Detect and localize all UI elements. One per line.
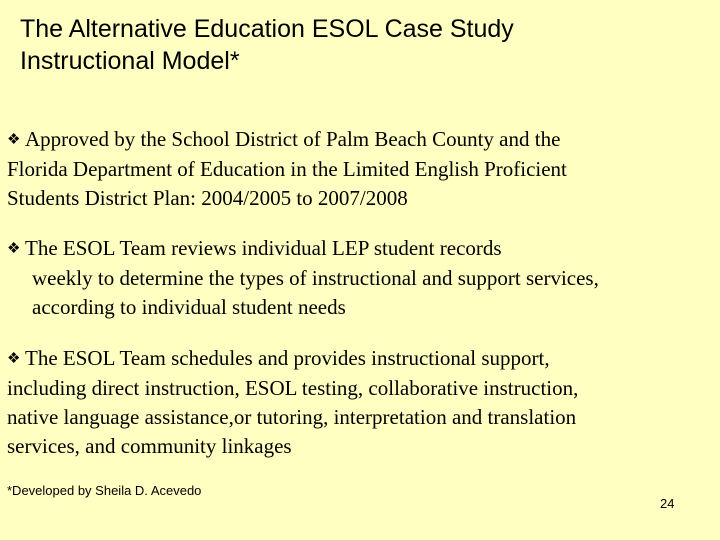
page-number: 24 (660, 496, 675, 511)
bullet-text: The ESOL Team schedules and provides instructional support, (25, 346, 550, 370)
bullet-text: Approved by the School District of Palm Beach County and the (25, 127, 561, 151)
bullet-line (7, 344, 712, 374)
diamond-bullet-icon: ❖ (7, 241, 21, 257)
slide-title (20, 13, 700, 77)
bullet-team-reviews (7, 234, 712, 322)
bullet-line: Students District Plan: 2004/2005 to 2007/2008 (7, 186, 408, 210)
bullet-line: according to individual student needs (32, 295, 346, 319)
footnote: *Developed by Sheila D. Acevedo (7, 483, 202, 498)
bullet-approval (7, 125, 712, 213)
bullet-line: including direct instruction, ESOL testing, collaborative instruction, (7, 376, 579, 400)
slide-title-line: Instructional Model* (20, 47, 240, 75)
bullet-line (7, 125, 712, 155)
bullet-line: native language assistance,or tutoring, interpretation and translation (7, 405, 577, 429)
bullet-line (7, 234, 712, 264)
bullet-line: weekly to determine the types of instructional and support services, (32, 266, 599, 290)
bullet-team-schedules (7, 344, 712, 461)
bullet-line: services, and community linkages (7, 434, 292, 458)
slide-title-line: The Alternative Education ESOL Case Study (20, 15, 514, 43)
bullet-text: The ESOL Team reviews individual LEP student records (25, 236, 502, 260)
diamond-bullet-icon: ❖ (7, 351, 21, 367)
diamond-bullet-icon: ❖ (7, 132, 21, 148)
bullet-line: Florida Department of Education in the Limited English Proficient (7, 157, 567, 181)
